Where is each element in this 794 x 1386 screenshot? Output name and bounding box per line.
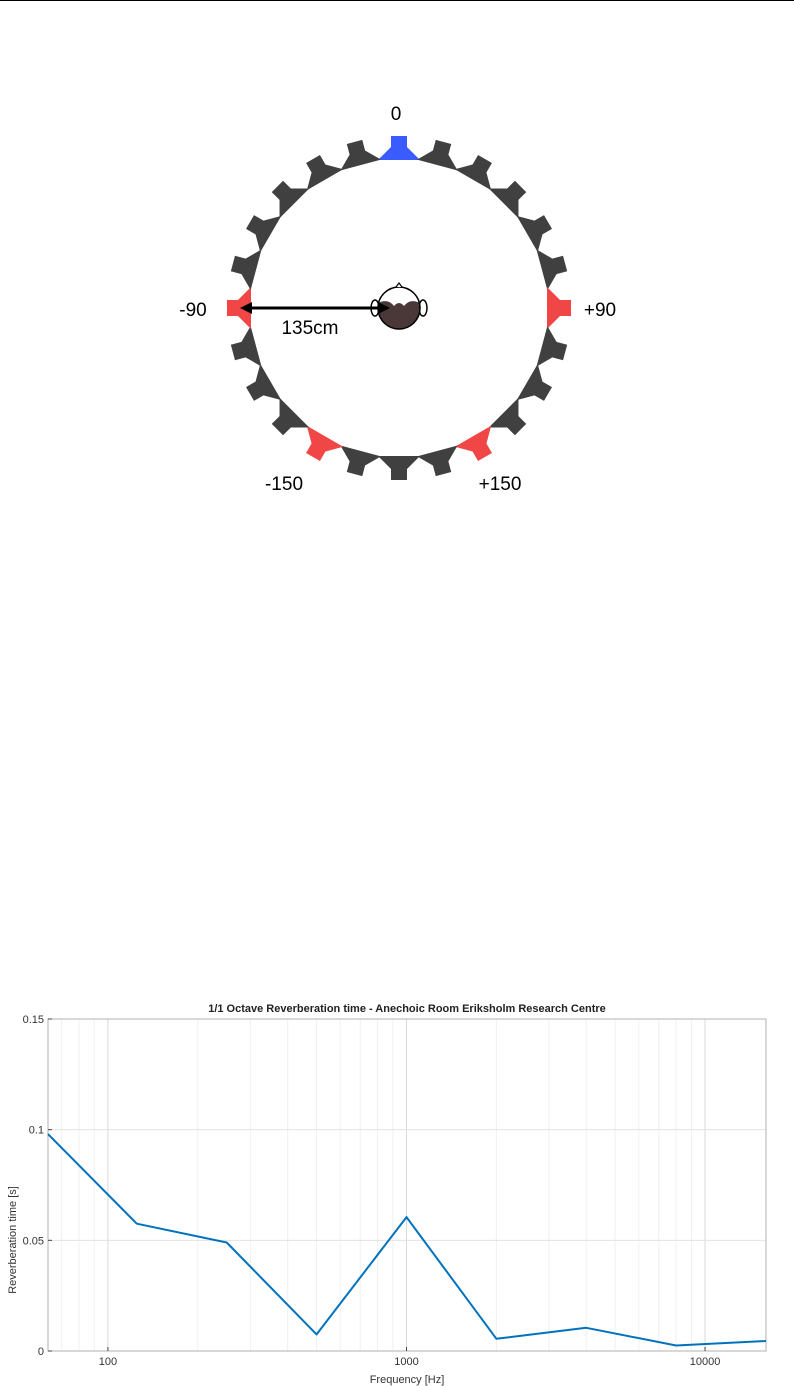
speaker-masker-icon bbox=[547, 287, 571, 329]
x-axis-label: Frequency [Hz] bbox=[369, 1374, 445, 1386]
plot-area bbox=[23, 1014, 767, 1368]
x-tick-label: 10000 bbox=[689, 1356, 721, 1368]
distance-arrow bbox=[240, 302, 390, 314]
speaker-icon bbox=[378, 456, 420, 480]
speaker-icon bbox=[517, 204, 559, 252]
speaker-icon bbox=[536, 326, 570, 373]
speaker-icon bbox=[295, 149, 343, 191]
speaker-icon bbox=[334, 445, 381, 479]
speaker-icon bbox=[417, 445, 464, 479]
angle-label-right: +90 bbox=[583, 300, 617, 321]
y-axis-label: Reverberation time [s] bbox=[7, 1186, 19, 1294]
reverberation-chart bbox=[0, 1000, 794, 1386]
speaker-masker-icon bbox=[455, 426, 503, 468]
loudspeaker-setup-diagram bbox=[0, 0, 794, 520]
chart-title: 1/1 Octave Reverberation time - Anechoic Room Eriksholm Research Centre bbox=[208, 1003, 606, 1015]
speaker-icon bbox=[455, 149, 503, 191]
angle-label-front: 0 bbox=[390, 104, 402, 125]
y-tick-label: 0.15 bbox=[22, 1014, 44, 1026]
speaker-icon bbox=[240, 364, 282, 412]
speaker-icon bbox=[263, 398, 310, 445]
y-tick-label: 0 bbox=[37, 1346, 44, 1358]
y-tick-label: 0.05 bbox=[22, 1235, 44, 1248]
x-tick-label: 100 bbox=[98, 1356, 118, 1368]
angle-label-right-rear: +150 bbox=[478, 474, 522, 495]
distance-label: 135cm bbox=[281, 318, 339, 339]
speaker-icon bbox=[489, 398, 536, 445]
speaker-icon bbox=[263, 172, 310, 219]
speaker-icon bbox=[227, 243, 261, 290]
speaker-icon bbox=[517, 364, 559, 412]
speaker-icon bbox=[240, 204, 282, 252]
angle-label-left: -90 bbox=[179, 300, 207, 321]
speaker-icon bbox=[227, 326, 261, 373]
speaker-icon bbox=[334, 136, 381, 170]
speaker-icon bbox=[417, 136, 464, 170]
y-tick-label: 0.1 bbox=[28, 1124, 44, 1137]
speaker-icon bbox=[489, 172, 536, 219]
speaker-masker-icon bbox=[295, 426, 343, 468]
speaker-target-icon bbox=[378, 136, 420, 160]
x-tick-label: 1000 bbox=[394, 1356, 419, 1368]
angle-label-left-rear: -150 bbox=[264, 474, 304, 495]
speaker-icon bbox=[536, 243, 570, 290]
plot-background bbox=[48, 1019, 766, 1351]
